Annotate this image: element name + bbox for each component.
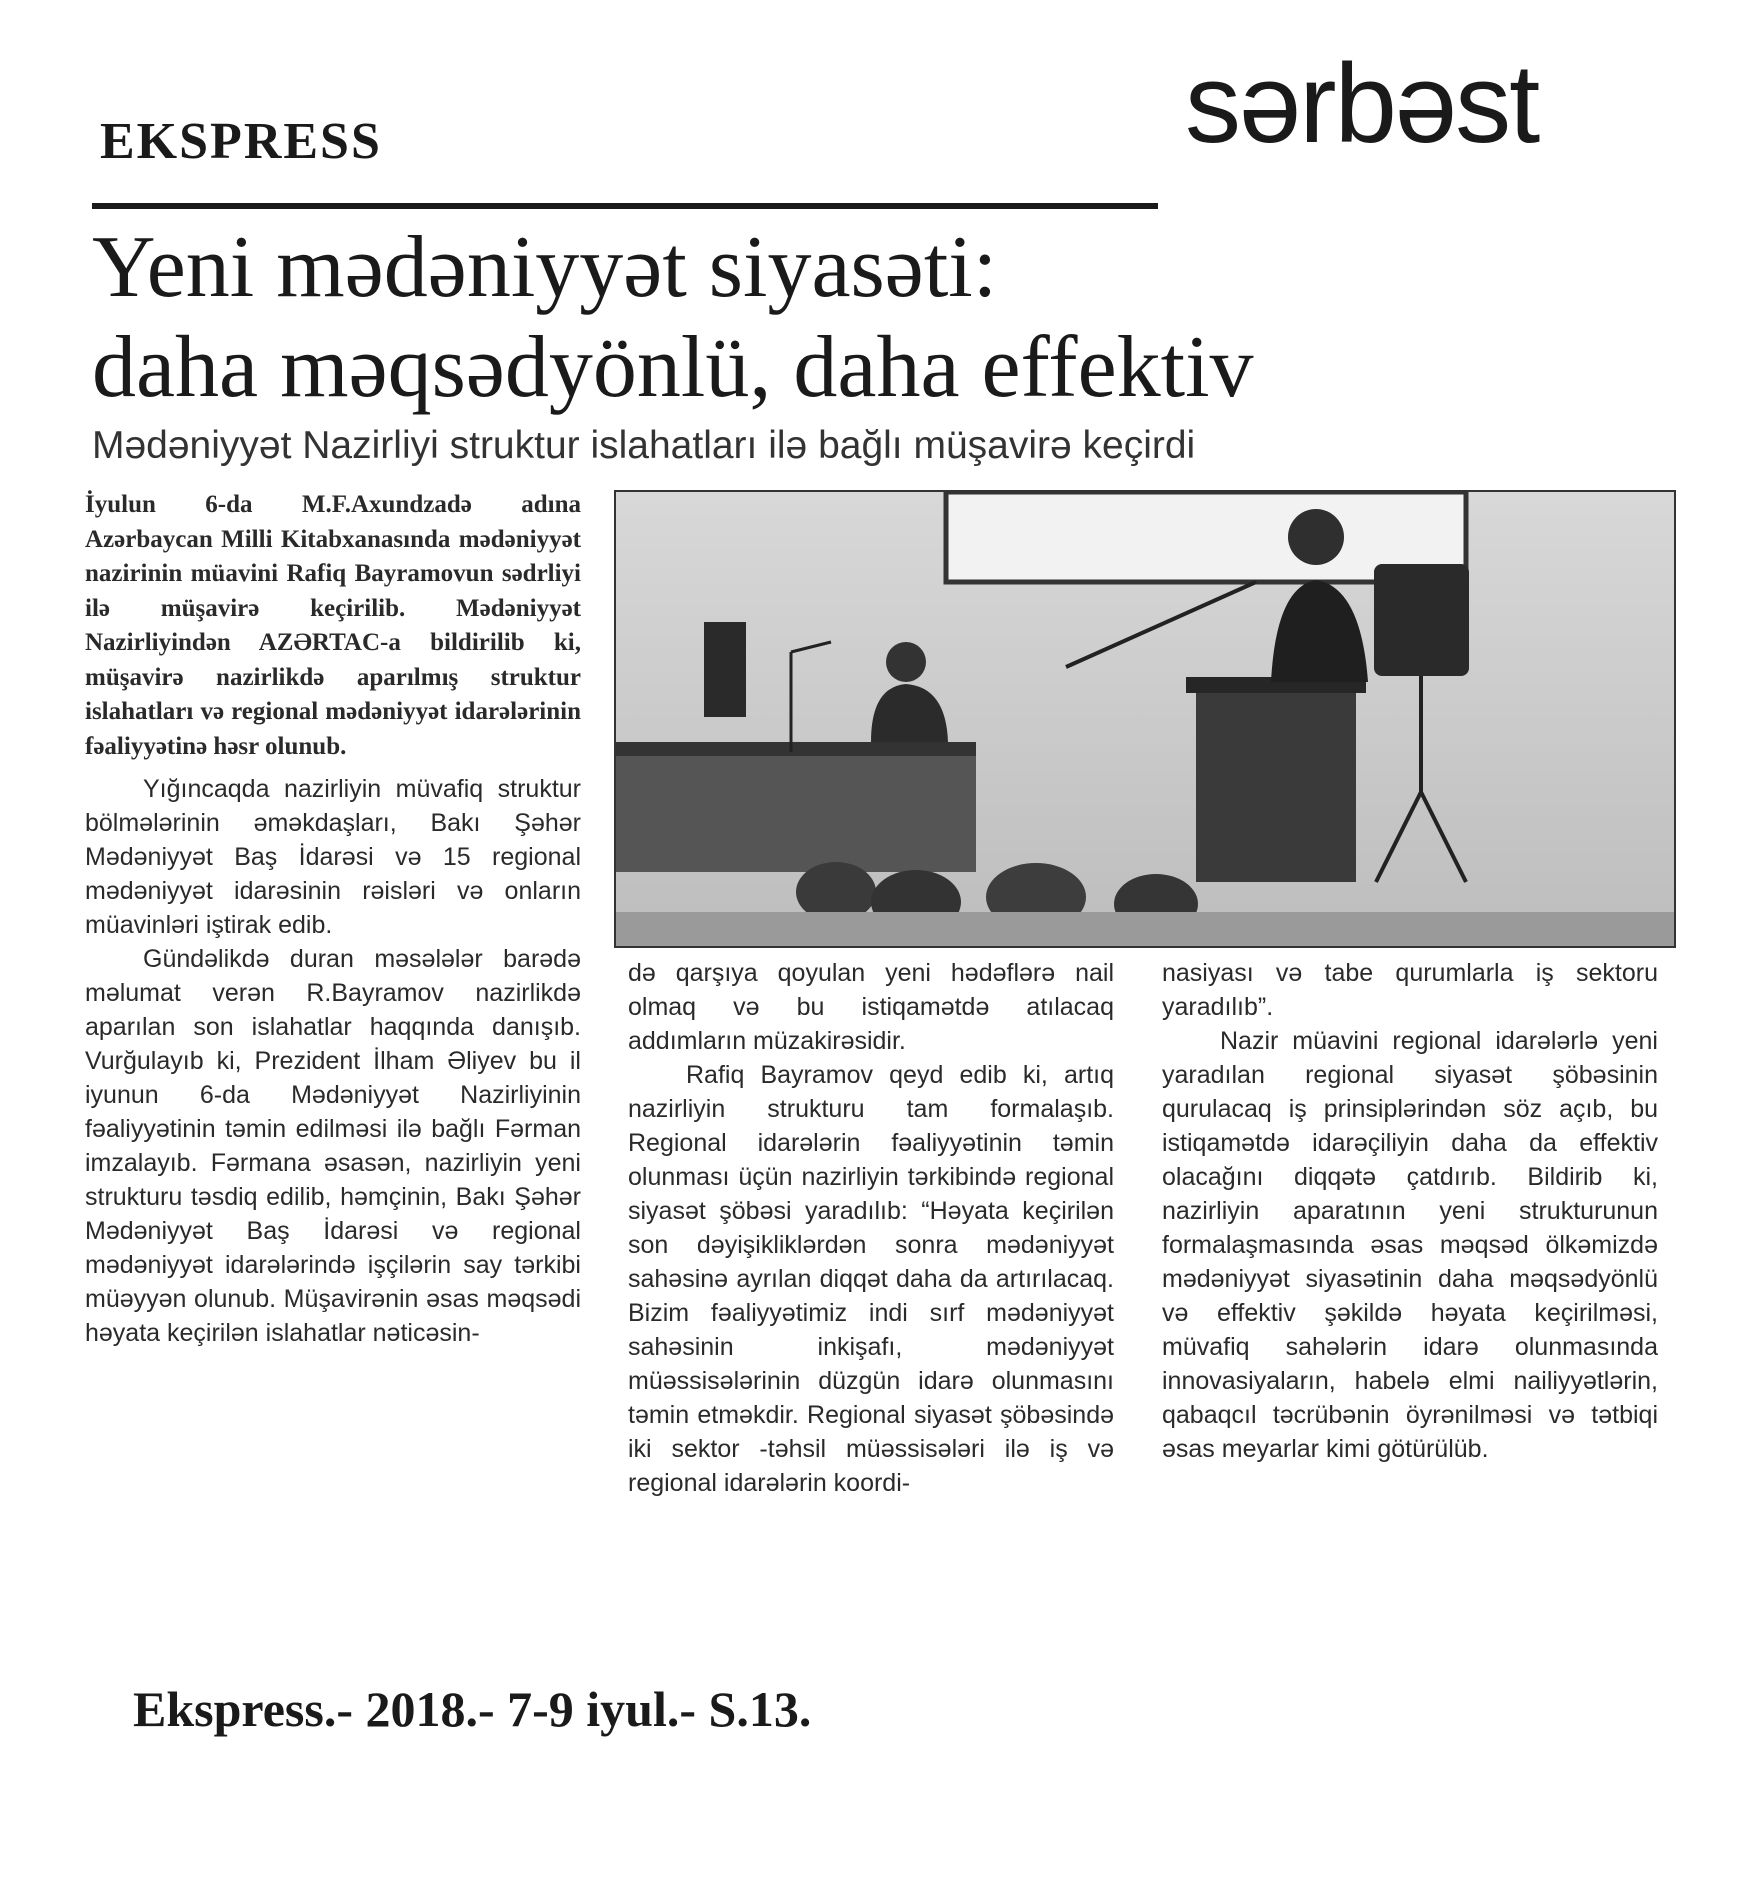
article-paragraph: nasiyası və tabe qurumlarla iş sektoru yaradılıb”.: [1162, 959, 1658, 1021]
lectern: [1196, 682, 1356, 882]
loudspeaker: [704, 622, 746, 717]
article-paragraph: Nazir müavini regional idarələrlə yeni yaradılan regional siyasət şöbəsinin qurulacaq iş prinsiplərindən söz açıb, bu istiqamətdə idarəçiliyin daha da effektiv olacağını diqqətə çatdırıb. Bildirib ki, nazirliyin aparatının yeni strukturunun formalaşmasında əsas məqsəd ölkəmizdə mədəniyyət siyasətinin daha məqsədyönlü və effektiv şəkildə həyata keçirilməsi, müvafiq sahələrin idarə olunmasında innovasiyaların, habelə elmi nailiyyətlərin, qabaqcıl təcrübənin öyrənilməsi və tətbiqi əsas meyarlar kimi götürülüb.: [1162, 1027, 1658, 1463]
article-headline: [92, 218, 1652, 418]
article-column-1: [85, 488, 581, 1350]
meeting-photo-illustration: [616, 492, 1674, 946]
article-subheadline: Mədəniyyət Nazirliyi struktur islahatları ilə bağlı müşavirə keçirdi: [92, 424, 1196, 467]
loudspeaker: [1374, 564, 1469, 676]
article-column-3: [1162, 956, 1658, 1466]
article-column-2: [628, 956, 1114, 1500]
article-paragraph: Yığıncaqda nazirliyin müvafiq struktur bölmələrinin əməkdaşları, Bakı Şəhər Mədəniyyət Baş İdarəsi və 15 regional mədəniyyət idarəsinin rəisləri və onların müavinləri iştirak edib.: [85, 775, 581, 939]
section-rubric: sərbəst: [1185, 41, 1539, 166]
newspaper-name: EKSPRESS: [100, 113, 382, 170]
article-paragraph: Gündəlikdə duran məsələlər barədə məlumat verən R.Bayramov nazirlikdə aparılan son islahatlar haqqında danışıb. Vurğulayıb ki, Prezident İlham Əliyev bu il iyunun 6-da Mədəniyyət Nazirliyinin fəaliyyətinin təmin edilməsi ilə bağlı Fərman imzalayıb. Fərmana əsasən, nazirliyin yeni strukturu təsdiq edilib, həmçinin, Bakı Şəhər Mədəniyyət Baş İdarəsi və regional mədəniyyət idarələrində işçilərin say tərkibi müəyyən olunub. Müşavirənin əsas məqsədi həyata keçirilən islahatlar nəticəsin-: [85, 945, 581, 1347]
article-paragraph: Rafiq Bayramov qeyd edib ki, artıq nazirliyin strukturu tam formalaşıb. Regional idarələrin fəaliyyətinin təmin olunması üçün nazirliyin tərkibində regional siyasət şöbəsi yaradılıb: “Həyata keçirilən son dəyişikliklərdən sonra mədəniyyət sahəsinə ayrılan diqqət daha da artırılacaq. Bizim fəaliyyətimiz indi sırf mədəniyyət sahəsinin inkişafı, mədəniyyət müəssisələrinin düzgün idarə olunmasını təmin etməkdir. Regional siyasət şöbəsində iki sektor -təhsil müəssisələri ilə iş və regional idarələrin koordi-: [628, 1061, 1114, 1497]
presidium-table: [616, 742, 976, 872]
article-photo: [614, 490, 1676, 948]
headline-line-2: daha məqsədyönlü, daha effektiv: [92, 319, 1254, 416]
headline-line-1: Yeni mədəniyyət siyasəti:: [92, 219, 998, 316]
masthead-rule: [92, 203, 1158, 209]
article-paragraph: də qarşıya qoyulan yeni hədəflərə nail olmaq və bu istiqamətdə atılacaq addımların müzakirəsidir.: [628, 959, 1114, 1055]
seated-person: [886, 642, 926, 682]
source-citation: Ekspress.- 2018.- 7-9 iyul.- S.13.: [133, 1681, 812, 1737]
speaker-person: [1288, 509, 1344, 565]
article-lead: İyulun 6-da M.F.Axundzadə adına Azərbaycan Milli Kitabxanasında mədəniyyət nazirinin müavini Rafiq Bayramovun sədrliyi ilə müşavirə keçirilib. Mədəniyyət Nazirliyindən AZƏRTAC-a bildirilib ki, müşavirə nazirlikdə aparılmış struktur islahatları və regional mədəniyyət idarələrinin fəaliyyətinə həsr olunub.: [85, 491, 581, 760]
